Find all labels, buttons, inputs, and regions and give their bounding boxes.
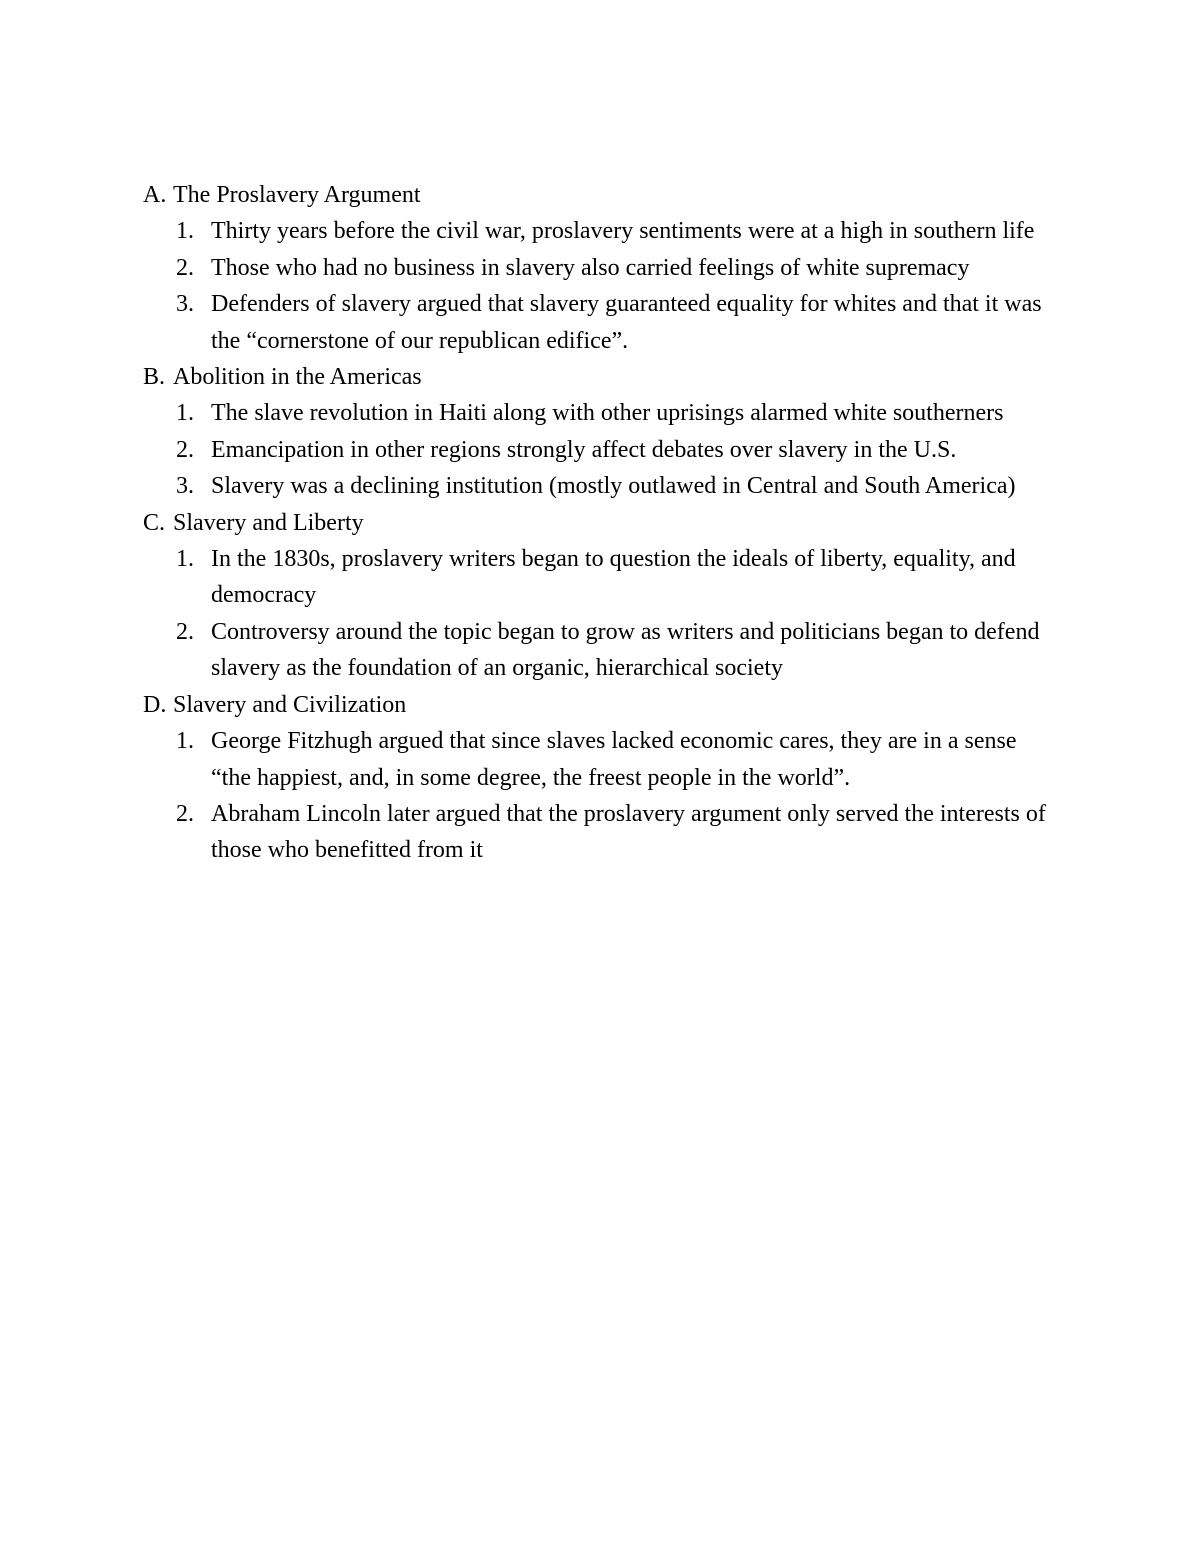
list-item xyxy=(143,395,1063,431)
item-number: 2. xyxy=(176,254,194,281)
item-number: 2. xyxy=(176,436,194,463)
section-heading xyxy=(143,687,1063,723)
item-number: 1. xyxy=(176,546,194,573)
section-letter: B. xyxy=(143,364,166,391)
item-text: Abraham Lincoln later argued that the proslavery argument only served the interests of those who benefitted from it xyxy=(211,800,1046,864)
item-number: 1. xyxy=(176,728,194,755)
section-title: Abolition in the Americas xyxy=(173,364,422,391)
list-item xyxy=(143,250,1063,286)
list-item xyxy=(143,723,1063,796)
section-title: Slavery and Liberty xyxy=(173,509,364,536)
item-number: 1. xyxy=(176,400,194,427)
section-heading xyxy=(143,177,1063,213)
section-heading xyxy=(143,505,1063,541)
item-number: 1. xyxy=(176,218,194,245)
section-d xyxy=(143,687,1063,869)
item-text: Controversy around the topic began to grow as writers and politicians began to defend slavery as the foundation of an organic, hierarchical society xyxy=(211,618,1040,682)
section-c xyxy=(143,505,1063,687)
list-item xyxy=(143,432,1063,468)
section-title: The Proslavery Argument xyxy=(173,182,421,208)
section-b xyxy=(143,359,1063,505)
item-text: George Fitzhugh argued that since slaves lacked economic cares, they are in a sense “the happiest, and, in some degree, the freest people in the world”. xyxy=(211,728,1017,791)
section-letter: A. xyxy=(143,182,167,208)
section-items xyxy=(143,213,1063,359)
section-letter: C. xyxy=(143,509,166,536)
item-text: Defenders of slavery argued that slavery guaranteed equality for whites and that it was the “cornerstone of our republican edifice”. xyxy=(211,291,1042,354)
item-number: 2. xyxy=(176,800,194,827)
list-item xyxy=(143,213,1063,249)
list-item xyxy=(143,796,1063,869)
item-text: In the 1830s, proslavery writers began to question the ideals of liberty, equality, and democracy xyxy=(211,546,1016,609)
list-item xyxy=(143,286,1063,359)
section-letter: D. xyxy=(143,691,167,718)
item-text: Slavery was a declining institution (mostly outlawed in Central and South America) xyxy=(211,473,1016,500)
section-items xyxy=(143,395,1063,504)
item-number: 2. xyxy=(176,618,194,645)
section-title: Slavery and Civilization xyxy=(173,691,407,718)
item-number: 3. xyxy=(176,291,194,318)
section-items xyxy=(143,541,1063,687)
item-text: The slave revolution in Haiti along with other uprisings alarmed white southerners xyxy=(211,400,1004,427)
item-text: Emancipation in other regions strongly affect debates over slavery in the U.S. xyxy=(211,436,957,463)
item-text: Thirty years before the civil war, proslavery sentiments were at a high in southern life xyxy=(211,218,1035,245)
section-heading xyxy=(143,359,1063,395)
list-item xyxy=(143,468,1063,504)
item-text: Those who had no business in slavery also carried feelings of white supremacy xyxy=(211,254,970,281)
item-number: 3. xyxy=(176,473,194,500)
section-a xyxy=(143,177,1063,359)
section-items xyxy=(143,723,1063,869)
list-item xyxy=(143,614,1063,687)
list-item xyxy=(143,541,1063,614)
outline xyxy=(143,177,1063,869)
